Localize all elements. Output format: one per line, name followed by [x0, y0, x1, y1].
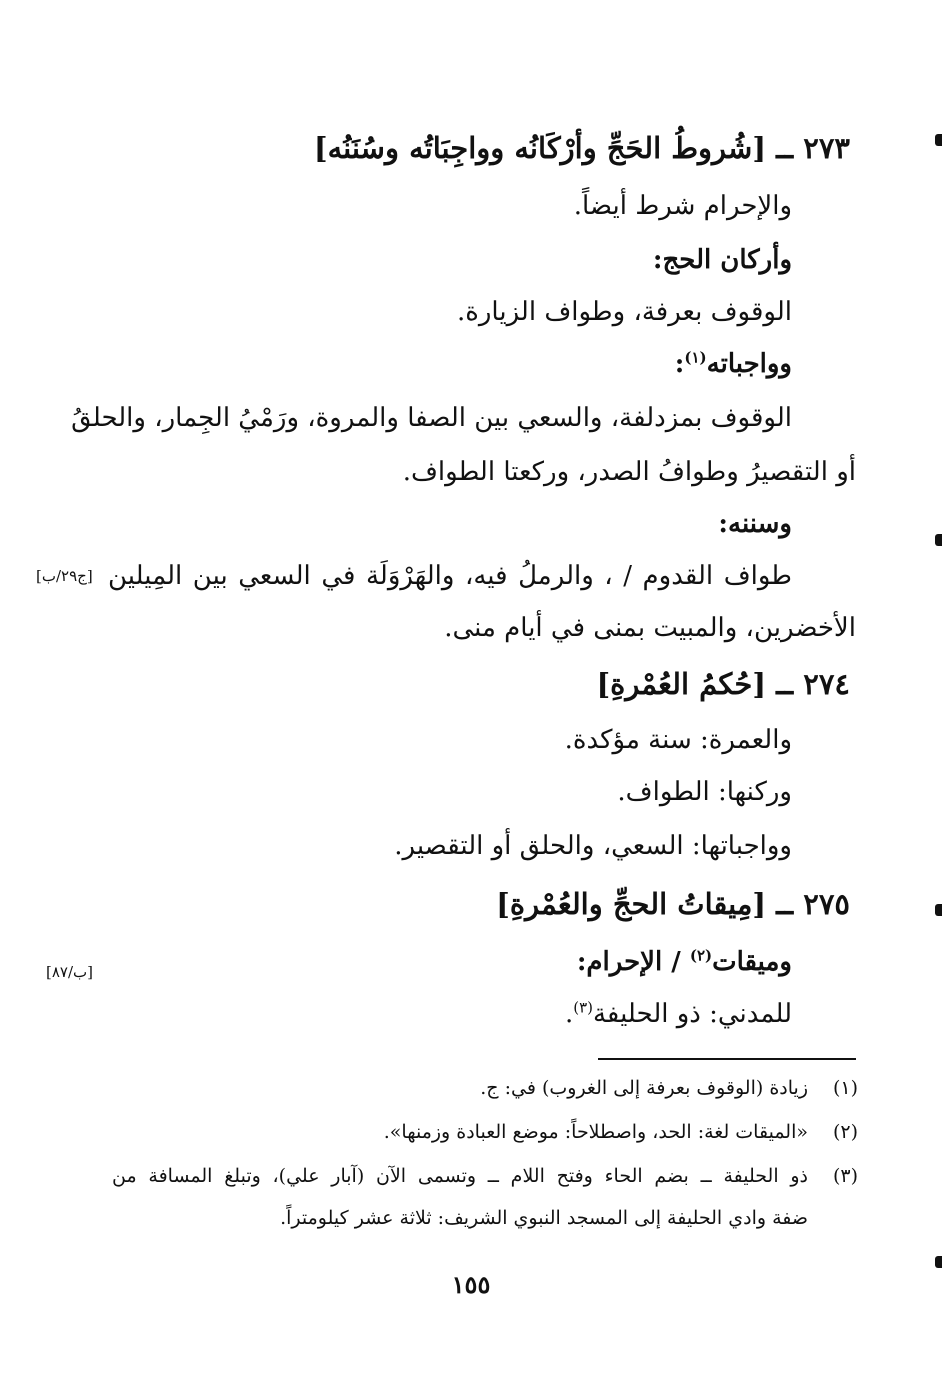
- footnote: [96, 1116, 858, 1148]
- footnote-separator: [598, 1058, 856, 1060]
- line-tail: .: [564, 999, 574, 1029]
- footnote-number: (٣): [832, 1165, 858, 1187]
- subheading-obligations: [675, 344, 792, 384]
- text-line: [565, 994, 792, 1034]
- margin-manuscript-note: [ج٢٩/ب]: [36, 567, 93, 585]
- page-number: ١٥٥: [451, 1270, 491, 1299]
- text-line: الوقوف بمزدلفة، والسعي بين الصفا والمروة، ورَمْيُ الجِمار، والحلقُ: [71, 403, 792, 433]
- line-tail: / الإحرام:: [576, 947, 690, 977]
- subheading-colon: :: [674, 349, 685, 379]
- text-line: الأخضرين، والمبيت بمنى في أيام منى.: [444, 613, 856, 643]
- section-heading-273: ٢٧٣ ــ [شُروطُ الحَجِّ وأرْكَانُه وواجِبَاتُه وسُنَنُه]: [313, 131, 850, 165]
- scan-edge-mark: [935, 1256, 942, 1268]
- text-line: والإحرام شرط أيضاً.: [573, 191, 792, 221]
- footnote: [112, 1160, 858, 1192]
- footnote-number: (٢): [832, 1121, 858, 1143]
- section-heading-274: ٢٧٤ ــ [حُكمُ العُمْرةِ]: [596, 667, 850, 701]
- footnote-continuation: [96, 1202, 858, 1234]
- subheading-pillars: وأركان الحج:: [652, 245, 792, 275]
- footnote-text: زيادة (الوقوف بعرفة إلى الغروب) في: ج.: [480, 1077, 808, 1099]
- text-line: أو التقصيرُ وطوافُ الصدر، وركعتا الطواف.: [402, 457, 856, 487]
- text-line: الوقوف بعرفة، وطواف الزيارة.: [456, 297, 792, 327]
- footnote-ref: (٣): [573, 998, 593, 1017]
- footnote: [96, 1072, 858, 1104]
- margin-manuscript-note: [ب/٨٧]: [46, 963, 94, 981]
- line-text: وميقات: [712, 947, 792, 977]
- scan-edge-mark: [935, 534, 942, 546]
- footnote-text: ذو الحليفة ــ بضم الحاء وفتح اللام ــ وتسمى الآن (آبار علي)، وتبلغ المسافة من: [112, 1165, 808, 1187]
- section-heading-275: ٢٧٥ ــ [مِيقاتُ الحجِّ والعُمْرةِ]: [496, 887, 850, 921]
- subheading-sunnahs: وسننه:: [718, 509, 792, 539]
- text-line: والعمرة: سنة مؤكدة.: [564, 725, 792, 755]
- footnote-ref: (٢): [689, 946, 713, 965]
- footnote-ref: (١): [684, 348, 707, 367]
- scan-edge-mark: [935, 134, 942, 146]
- text-line: طواف القدوم / ، والرملُ فيه، والهَرْوَلَة في السعي بين المِيلين: [108, 561, 792, 591]
- scan-edge-mark: [935, 904, 942, 916]
- text-line: [577, 942, 792, 982]
- subheading-text: وواجباته: [706, 349, 792, 379]
- footnote-number: (١): [832, 1077, 858, 1099]
- text-line: وركنها: الطواف.: [617, 777, 792, 807]
- footnote-text: ضفة وادي الحليفة إلى المسجد النبوي الشريف: ثلاثة عشر كيلومتراً.: [280, 1207, 808, 1229]
- text-line: وواجباتها: السعي، والحلق أو التقصير.: [394, 831, 792, 861]
- footnote-text: «الميقات لغة: الحد، واصطلاحاً: موضع العبادة وزمنها».: [383, 1121, 808, 1143]
- line-text: للمدني: ذو الحليفة: [592, 999, 792, 1029]
